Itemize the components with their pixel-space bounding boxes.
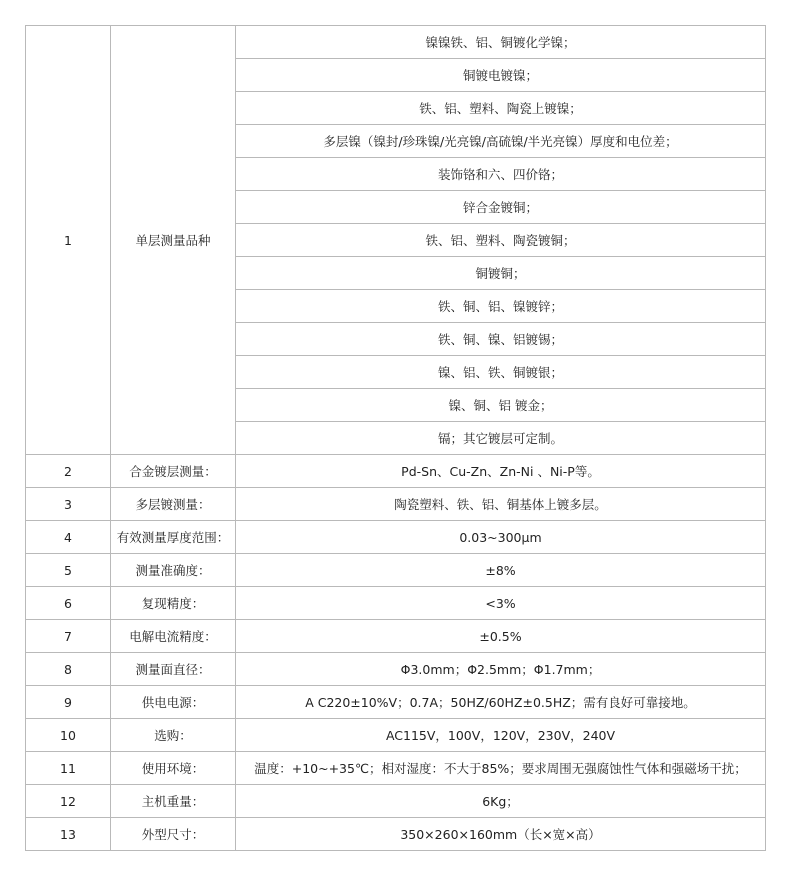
row-value: 铁、铝、塑料、陶瓷上镀镍； bbox=[236, 92, 766, 125]
row-label: 单层测量品种 bbox=[111, 26, 236, 455]
row-number: 9 bbox=[26, 686, 111, 719]
row-label: 复现精度： bbox=[111, 587, 236, 620]
row-value: ±0.5% bbox=[236, 620, 766, 653]
row-value: 多层镍（镍封/珍珠镍/光亮镍/高硫镍/半光亮镍）厚度和电位差； bbox=[236, 125, 766, 158]
row-number: 1 bbox=[26, 26, 111, 455]
row-label: 电解电流精度： bbox=[111, 620, 236, 653]
row-value: 镍、铜、铝 镀金； bbox=[236, 389, 766, 422]
row-number: 4 bbox=[26, 521, 111, 554]
row-value: 铜镀电镀镍； bbox=[236, 59, 766, 92]
row-value: 0.03~300μm bbox=[236, 521, 766, 554]
row-value: 镍镍铁、铝、铜镀化学镍； bbox=[236, 26, 766, 59]
table-row bbox=[26, 488, 766, 521]
row-value: ±8% bbox=[236, 554, 766, 587]
table-row bbox=[26, 26, 766, 59]
row-value: 铁、铜、铝、镍镀锌； bbox=[236, 290, 766, 323]
row-value: 锌合金镀铜； bbox=[236, 191, 766, 224]
table-row bbox=[26, 620, 766, 653]
table-row bbox=[26, 455, 766, 488]
row-number: 3 bbox=[26, 488, 111, 521]
row-label: 主机重量： bbox=[111, 785, 236, 818]
row-number: 12 bbox=[26, 785, 111, 818]
table-row bbox=[26, 686, 766, 719]
row-value: AC115V，100V，120V，230V，240V bbox=[236, 719, 766, 752]
row-value: 装饰铬和六、四价铬； bbox=[236, 158, 766, 191]
table-row bbox=[26, 653, 766, 686]
row-value: 陶瓷塑料、铁、铝、铜基体上镀多层。 bbox=[236, 488, 766, 521]
row-value: 6Kg； bbox=[236, 785, 766, 818]
row-value: 镉；其它镀层可定制。 bbox=[236, 422, 766, 455]
row-number: 13 bbox=[26, 818, 111, 851]
row-value: 镍、铝、铁、铜镀银； bbox=[236, 356, 766, 389]
row-value: <3% bbox=[236, 587, 766, 620]
table-row bbox=[26, 719, 766, 752]
table-row bbox=[26, 587, 766, 620]
row-label: 使用环境： bbox=[111, 752, 236, 785]
row-number: 8 bbox=[26, 653, 111, 686]
row-label: 测量准确度： bbox=[111, 554, 236, 587]
row-label: 合金镀层测量： bbox=[111, 455, 236, 488]
row-number: 5 bbox=[26, 554, 111, 587]
row-number: 6 bbox=[26, 587, 111, 620]
row-value: Φ3.0mm；Φ2.5mm；Φ1.7mm； bbox=[236, 653, 766, 686]
row-value: 铁、铝、塑料、陶瓷镀铜； bbox=[236, 224, 766, 257]
table-row bbox=[26, 521, 766, 554]
table-row bbox=[26, 752, 766, 785]
row-value: 铁、铜、镍、铝镀锡； bbox=[236, 323, 766, 356]
row-label: 供电电源： bbox=[111, 686, 236, 719]
row-label: 选购： bbox=[111, 719, 236, 752]
spec-table bbox=[25, 25, 766, 851]
row-label: 多层镀测量： bbox=[111, 488, 236, 521]
row-number: 2 bbox=[26, 455, 111, 488]
row-label: 测量面直径： bbox=[111, 653, 236, 686]
row-value: 铜镀铜； bbox=[236, 257, 766, 290]
table-row bbox=[26, 554, 766, 587]
row-number: 10 bbox=[26, 719, 111, 752]
row-value: A C220±10%V；0.7A；50HZ/60HZ±0.5HZ；需有良好可靠接地。 bbox=[236, 686, 766, 719]
table-row bbox=[26, 818, 766, 851]
row-number: 7 bbox=[26, 620, 111, 653]
row-value: Pd-Sn、Cu-Zn、Zn-Ni 、Ni-P等。 bbox=[236, 455, 766, 488]
row-value: 温度：+10~+35℃；相对湿度：不大于85%；要求周围无强腐蚀性气体和强磁场干扰； bbox=[236, 752, 766, 785]
row-label: 有效测量厚度范围： bbox=[111, 521, 236, 554]
row-label: 外型尺寸： bbox=[111, 818, 236, 851]
row-number: 11 bbox=[26, 752, 111, 785]
table-row bbox=[26, 785, 766, 818]
row-value: 350×260×160mm（长×宽×高） bbox=[236, 818, 766, 851]
